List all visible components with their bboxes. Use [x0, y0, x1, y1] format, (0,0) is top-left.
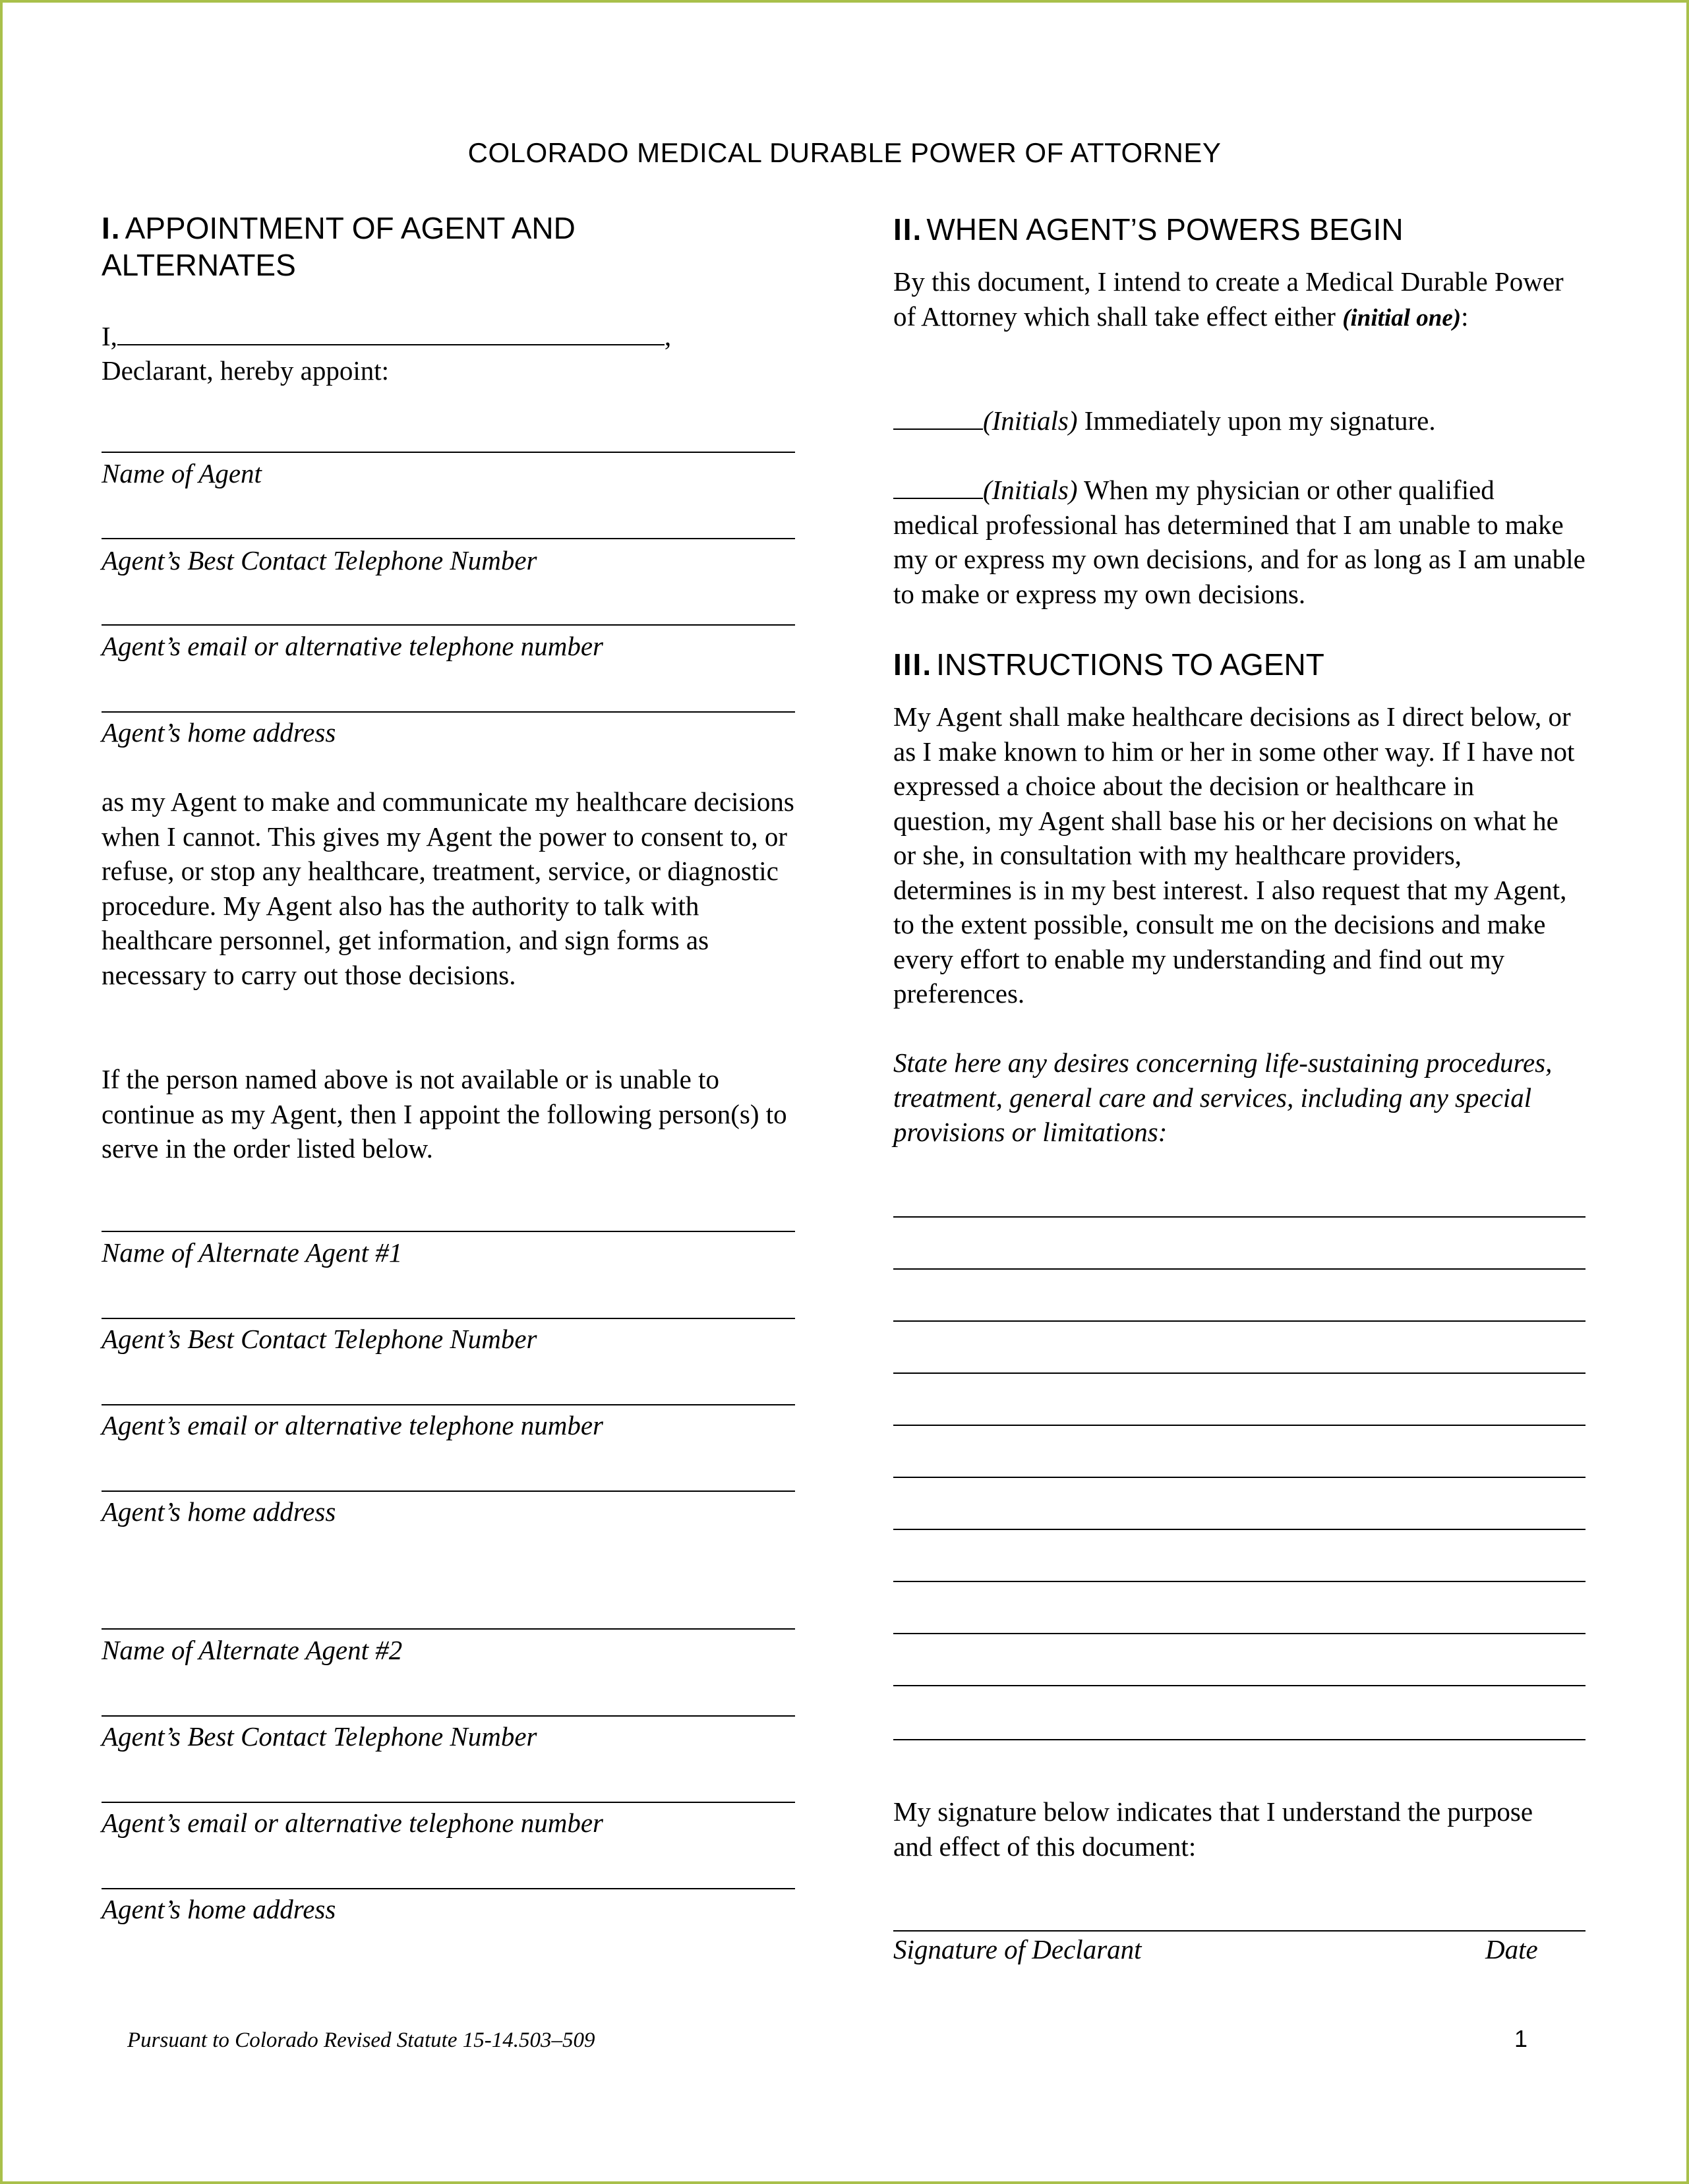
alternate-1-address-field[interactable] — [102, 1490, 795, 1492]
declarant-suffix: , — [664, 321, 672, 351]
agent-phone-field[interactable] — [102, 538, 795, 539]
agent-email-field[interactable] — [102, 624, 795, 626]
agent-email-label: Agent’s email or alternative telephone number — [102, 631, 604, 661]
section-1-number: I. — [102, 211, 121, 245]
desires-line[interactable] — [893, 1477, 1585, 1478]
desires-line[interactable] — [893, 1372, 1585, 1374]
instructions-paragraph: My Agent shall make healthcare decisions as I direct below, or as I make known to him or her in some other way. If I have not expressed a choice about the decision or healthcare in question, my Agent shall base his or her decisions on what he or she, in consultation with my healthcare providers, determines is in my best interest. I also request that my Agent, to the extent possible, consult me on the decisions and make every effort to enable my understanding and find out my preferences. — [893, 701, 1575, 1009]
page-number: 1 — [1514, 2025, 1528, 2052]
alternate-2-email-field[interactable] — [102, 1802, 795, 1803]
declarant-appoint-text: Declarant, hereby appoint: — [102, 355, 390, 386]
desires-line[interactable] — [893, 1581, 1585, 1582]
initials-field-incapacity[interactable] — [893, 498, 983, 499]
section-3-heading — [893, 646, 1592, 683]
desires-line[interactable] — [893, 1425, 1585, 1426]
section-2-title: WHEN AGENT’S POWERS BEGIN — [926, 212, 1404, 247]
agent-address-label: Agent’s home address — [102, 717, 336, 748]
alternates-paragraph: If the person named above is not available or is unable to continue as my Agent, then I appoint the following person(s) to serve in the order listed below. — [102, 1064, 787, 1164]
option-incapacity-text: When my physician or other qualified medical professional has determined that I am unable to make my or express my own decisions, and for as long as I am unable to make or express my own decisions. — [893, 475, 1585, 609]
alternate-2-name-field[interactable] — [102, 1628, 795, 1630]
section-1-heading — [102, 210, 761, 283]
agent-powers-paragraph: as my Agent to make and communicate my healthcare decisions when I cannot. This gives my Agent the power to consent to, or refuse, or stop any healthcare, treatment, service, or diagnostic procedure. My Agent also has the authority to talk with healthcare personnel, get information, and sign forms as necessary to carry out those decisions. — [102, 786, 794, 990]
section-2-number: II. — [893, 212, 923, 247]
option-incapacity-initials-label: (Initials) — [983, 475, 1078, 505]
section-3-number: III. — [893, 647, 933, 682]
signature-field[interactable] — [893, 1930, 1585, 1932]
alternate-1-email-field[interactable] — [102, 1404, 795, 1405]
declarant-name-field[interactable] — [117, 344, 665, 345]
section-2-heading — [893, 211, 1592, 248]
desires-prompt: State here any desires concerning life-sustaining procedures, treatment, general care and services, including any special provisions or limitations: — [893, 1048, 1553, 1147]
desires-line[interactable] — [893, 1216, 1585, 1218]
desires-line[interactable] — [893, 1739, 1585, 1740]
desires-line[interactable] — [893, 1685, 1585, 1686]
agent-phone-label: Agent’s Best Contact Telephone Number — [102, 545, 537, 576]
section-2-intro-text: By this document, I intend to create a Medical Durable Power of Attorney which shall take effect either — [893, 266, 1564, 332]
initial-one-instruction: (initial one) — [1342, 304, 1462, 332]
option-immediate — [893, 403, 1585, 438]
document-title: COLORADO MEDICAL DURABLE POWER OF ATTORNEY — [467, 137, 1222, 168]
declarant-line — [102, 319, 800, 354]
section-2-intro — [893, 264, 1572, 336]
section-2-intro-end: : — [1461, 301, 1469, 332]
agent-address-field[interactable] — [102, 711, 795, 713]
alternate-1-email-label: Agent’s email or alternative telephone number — [102, 1410, 604, 1440]
option-immediate-text: Immediately upon my signature. — [1077, 405, 1436, 436]
alternate-2-phone-field[interactable] — [102, 1715, 795, 1717]
signature-label: Signature of Declarant — [893, 1934, 1142, 1964]
alternate-1-name-label: Name of Alternate Agent #1 — [102, 1237, 403, 1268]
agent-name-field[interactable] — [102, 452, 795, 453]
section-3-title: INSTRUCTIONS TO AGENT — [936, 647, 1324, 682]
option-immediate-initials-label: (Initials) — [983, 405, 1078, 436]
signature-statement: My signature below indicates that I understand the purpose and effect of this document: — [893, 1796, 1533, 1862]
alternate-1-address-label: Agent’s home address — [102, 1496, 336, 1527]
alternate-2-name-label: Name of Alternate Agent #2 — [102, 1635, 403, 1665]
agent-name-label: Name of Agent — [102, 458, 262, 488]
option-incapacity — [893, 473, 1585, 611]
desires-line[interactable] — [893, 1320, 1585, 1322]
declarant-prefix: I, — [102, 321, 117, 351]
alternate-1-phone-field[interactable] — [102, 1318, 795, 1319]
desires-line[interactable] — [893, 1633, 1585, 1634]
section-1-title: APPOINTMENT OF AGENT AND ALTERNATES — [102, 211, 576, 282]
alternate-1-phone-label: Agent’s Best Contact Telephone Number — [102, 1324, 537, 1354]
date-label: Date — [1485, 1934, 1538, 1964]
alternate-2-address-label: Agent’s home address — [102, 1894, 336, 1924]
alternate-2-address-field[interactable] — [102, 1888, 795, 1889]
initials-field-immediate[interactable] — [893, 428, 983, 430]
alternate-2-email-label: Agent’s email or alternative telephone number — [102, 1808, 604, 1838]
statute-footer: Pursuant to Colorado Revised Statute 15-14.503–509 — [127, 2028, 595, 2052]
alternate-1-name-field[interactable] — [102, 1231, 795, 1232]
desires-line[interactable] — [893, 1268, 1585, 1270]
desires-line[interactable] — [893, 1529, 1585, 1530]
alternate-2-phone-label: Agent’s Best Contact Telephone Number — [102, 1721, 537, 1752]
